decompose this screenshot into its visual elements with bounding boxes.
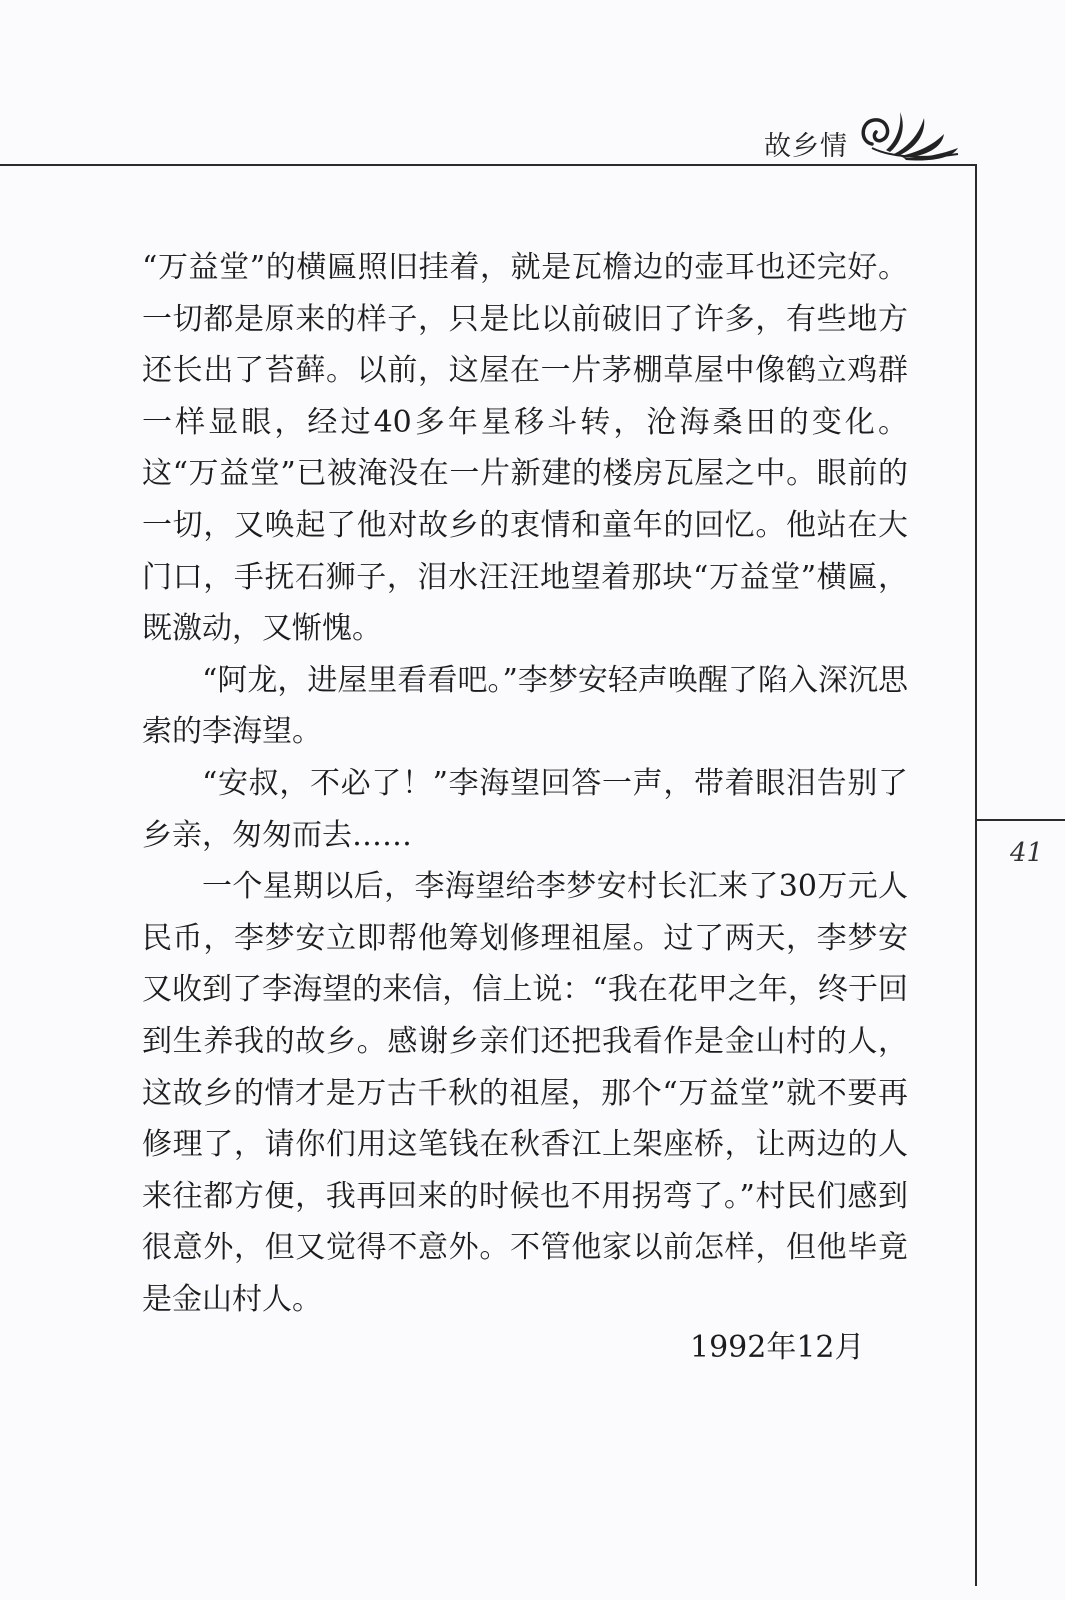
paragraph: “安叔，不必了！”李海望回答一声，带着眼泪告别了乡亲，匆匆而去…… [142, 765, 908, 853]
margin-rule [975, 164, 977, 1586]
running-header-title: 故乡情 [764, 131, 848, 162]
paragraph: “阿龙，进屋里看看吧。”李梦安轻声唤醒了陷入深沉思索的李海望。 [142, 662, 908, 750]
header-rule [0, 164, 975, 166]
header-ornament-icon [858, 108, 962, 164]
paragraph: 一个星期以后，李海望给李梦安村长汇来了30万元人民币，李梦安立即帮他筹划修理祖屋。过了两天，李梦安又收到了李海望的来信，信上说：“我在花甲之年，终于回到生养我的故乡。感谢乡亲们还把我看作是金山村的人，这故乡的情才是万古千秋的祖屋，那个“万益堂”就不要再修理了，请你们用这笔钱在秋香江上架座桥，让两边的人来往都方便，我再回来的时候也不用拐弯了。”村民们感到很意外，但又觉得不意外。不管他家以前怎样，但他毕竟是金山村人。 [142, 869, 908, 1317]
body-text [142, 242, 908, 1325]
page-number: 41 [1010, 838, 1044, 868]
page-number-rule [975, 819, 1065, 821]
date-signature: 1992年12月 [690, 1330, 865, 1365]
paragraph: “万益堂”的横匾照旧挂着，就是瓦檐边的壶耳也还完好。一切都是原来的样子，只是比以前破旧了许多，有些地方还长出了苔藓。以前，这屋在一片茅棚草屋中像鹤立鸡群一样显眼，经过40多年星移斗转，沧海桑田的变化。这“万益堂”已被淹没在一片新建的楼房瓦屋之中。眼前的一切，又唤起了他对故乡的衷情和童年的回忆。他站在大门口，手抚石狮子，泪水汪汪地望着那块“万益堂”横匾，既激动，又惭愧。 [142, 250, 908, 647]
